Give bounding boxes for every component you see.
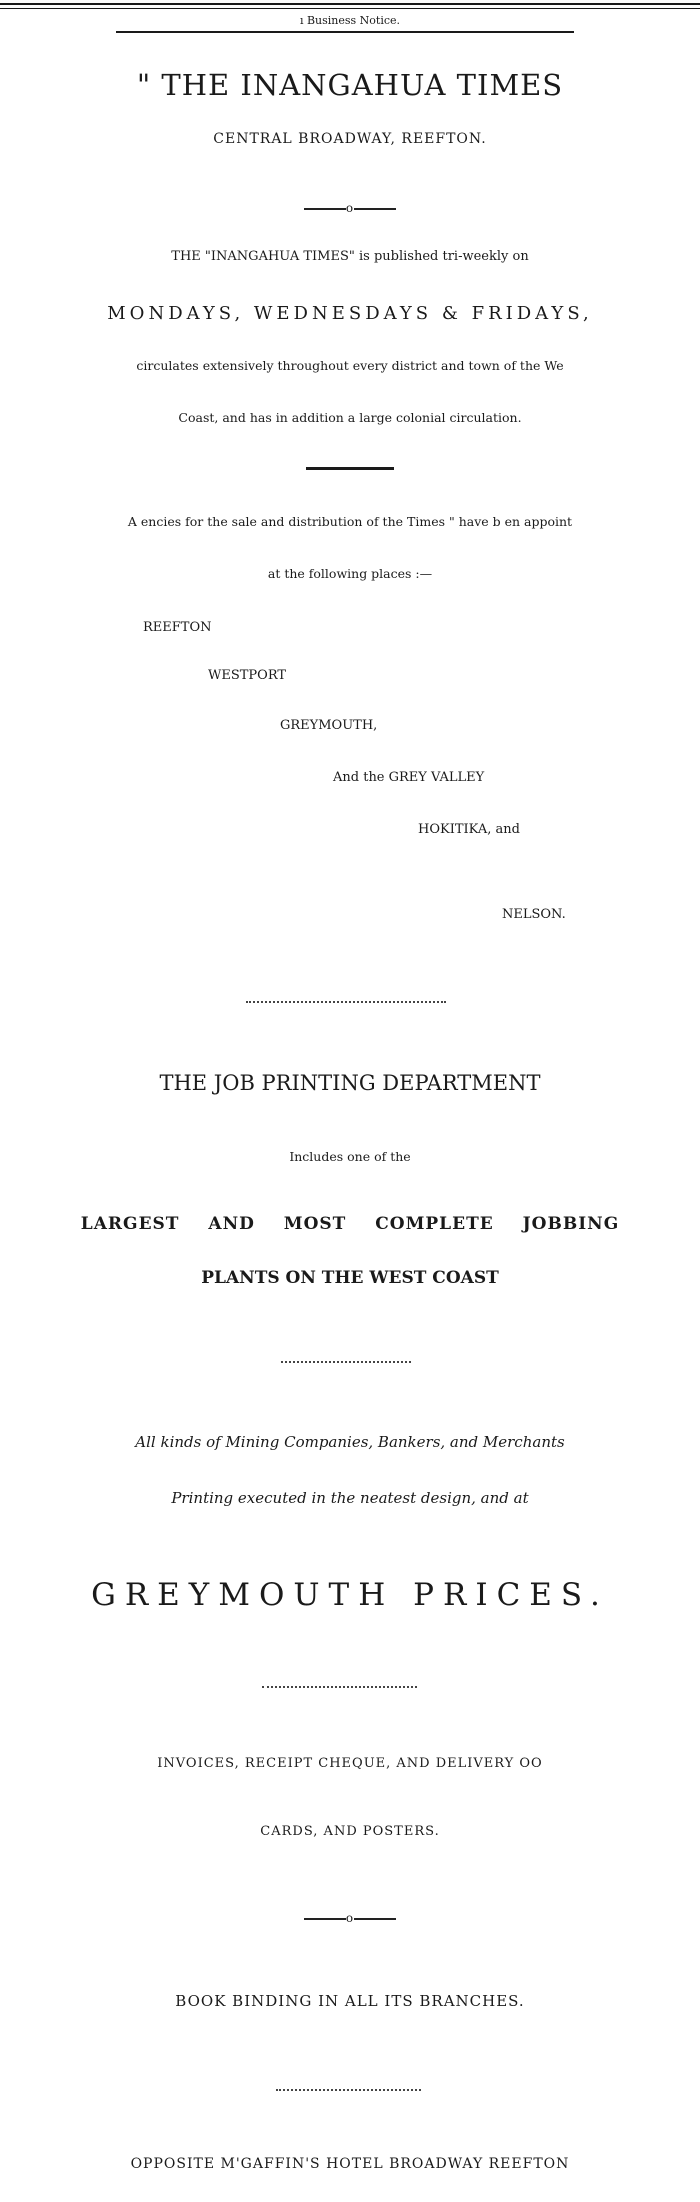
- job-printing-heading: THE JOB PRINTING DEPARTMENT: [159, 1071, 541, 1095]
- wavy-divider-3: [262, 1680, 417, 1688]
- ornament-divider-2: o: [0, 1911, 700, 1925]
- wavy-divider-4: [276, 2083, 421, 2091]
- all-kinds-line: All kinds of Mining Companies, Bankers, and Merchants: [135, 1433, 565, 1451]
- printing-executed-line: Printing executed in the neatest design, and at: [171, 1489, 529, 1507]
- page-title: " THE INANGAHUA TIMES: [136, 68, 564, 102]
- cards-line: CARDS, AND POSTERS.: [260, 1824, 440, 1839]
- place-grey-valley: And the GREY VALLEY: [333, 770, 485, 785]
- ornament-divider-1: o: [0, 201, 700, 215]
- greymouth-prices: GREYMOUTH PRICES.: [91, 1577, 609, 1613]
- wavy-divider-2: [281, 1355, 411, 1363]
- place-hokitika: HOKITIKA, and: [418, 822, 520, 837]
- place-nelson: NELSON.: [502, 907, 566, 922]
- book-binding-line: BOOK BINDING IN ALL ITS BRANCHES.: [175, 1992, 525, 2010]
- wavy-divider-1: [246, 995, 446, 1003]
- largest-line: LARGEST AND MOST COMPLETE JOBBING: [80, 1214, 620, 1234]
- place-westport: WESTPORT: [208, 668, 287, 683]
- publication-days: MONDAYS, WEDNESDAYS & FRIDAYS,: [107, 303, 593, 324]
- invoices-line: INVOICES, RECEIPT CHEQUE, AND DELIVERY OO: [157, 1756, 543, 1771]
- agencies-line-1: A encies for the sale and distribution of the Times " have b en appoint: [127, 514, 573, 529]
- header-notice: ı Business Notice.: [299, 14, 401, 27]
- thick-divider: [306, 467, 394, 470]
- published-line: THE "INANGAHUA TIMES" is published tri-weekly on: [171, 249, 529, 264]
- agencies-line-2: at the following places :—: [267, 566, 433, 581]
- top-double-rule: [0, 3, 700, 5]
- footer-address: OPPOSITE M'GAFFIN'S HOTEL BROADWAY REEFTON: [130, 2156, 570, 2172]
- header-rule: [116, 31, 574, 33]
- circulation-line-1: circulates extensively throughout every district and town of the We: [136, 358, 564, 373]
- plants-line: PLANTS ON THE WEST COAST: [201, 1268, 499, 1288]
- includes-line: Includes one of the: [289, 1149, 411, 1164]
- place-reefton: REEFTON: [143, 620, 212, 635]
- circulation-line-2: Coast, and has in addition a large colonial circulation.: [178, 410, 522, 425]
- top-thin-rule: [0, 8, 700, 9]
- address-line: CENTRAL BROADWAY, REEFTON.: [213, 131, 487, 147]
- place-greymouth: GREYMOUTH,: [280, 718, 378, 733]
